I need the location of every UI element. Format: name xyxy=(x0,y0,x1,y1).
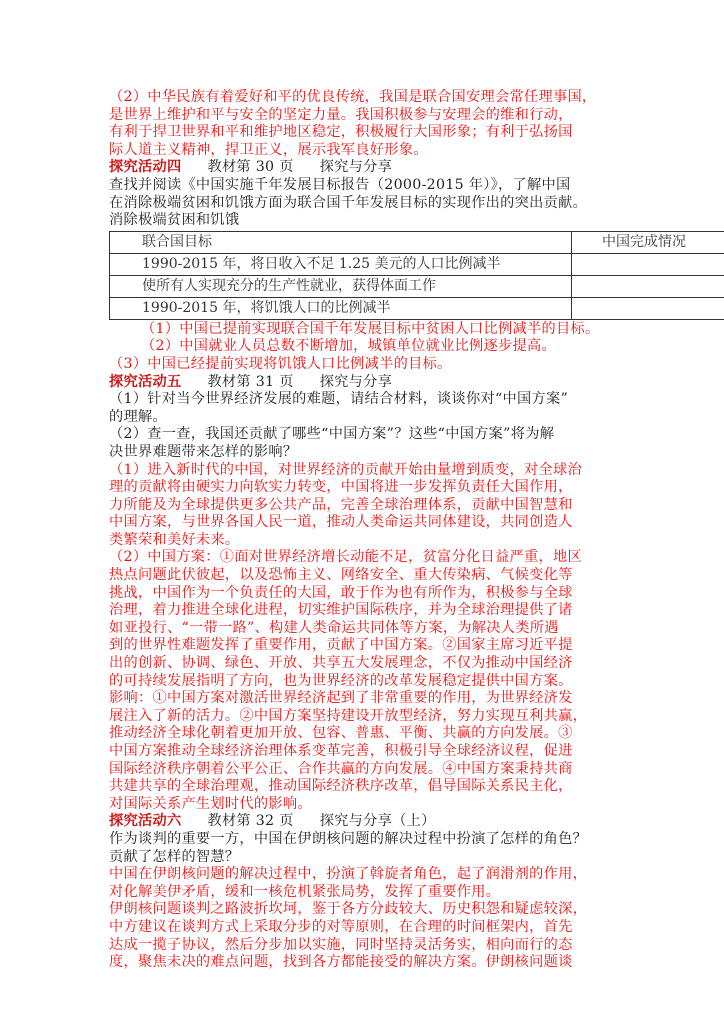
document-page xyxy=(109,89,686,972)
answer-line: 国际经济秩序朝着公平公正、合作共赢的方向发展。④中国方案秉持共商 xyxy=(109,760,573,777)
activity-type: 探究与分享 xyxy=(319,373,393,390)
answer-line: 际人道主义精神，捍卫正义，展示我军良好形象。 xyxy=(109,141,428,158)
question-line: 贡献了怎样的智慧？ xyxy=(109,848,240,865)
activity-heading xyxy=(109,374,669,392)
question-line: （1）针对当今世界经济发展的难题，请结合材料，谈谈你对“中国方案” xyxy=(109,391,569,408)
activity-type: 探究与分享（上） xyxy=(319,813,436,830)
activity-5 xyxy=(109,374,669,814)
answer-line: （3）中国已经提前实现将饥饿人口比例减半的目标。 xyxy=(109,355,452,372)
table-caption: 消除极端贫困和饥饿 xyxy=(109,212,240,229)
table-cell xyxy=(572,297,724,319)
answer-line: 出的创新、协调、绿色、开放、共享五大发展理念，不仅为推动中国经济 xyxy=(109,655,573,672)
activity-heading xyxy=(109,813,669,831)
table-cell: 1990-2015 年，将日收入不足 1.25 美元的人口比例减半 xyxy=(110,253,572,275)
table-header-row xyxy=(110,231,724,253)
answer-line: 达成一揽子协议，然后分步加以实施，同时坚持灵活务实，相向而行的态 xyxy=(109,936,573,953)
answer-line: 对国际关系产生划时代的影响。 xyxy=(109,795,312,812)
answer-line: 伊朗核问题谈判之路波折坎坷，鉴于各方分歧较大、历史积怨和疑虑较深， xyxy=(109,901,588,918)
answer-line: 力所能及为全球提供更多公共产品，完善全球治理体系，贡献中国智慧和 xyxy=(109,496,573,513)
activity-type: 探究与分享 xyxy=(319,159,393,176)
answer-line: 理的贡献将由硬实力向软实力转变，中国将进一步发挥负责任大国作用， xyxy=(109,479,573,496)
answer-line: 中国在伊朗核问题的解决过程中，扮演了斡旋者角色，起了润滑剂的作用， xyxy=(109,866,588,883)
table-cell xyxy=(572,253,724,275)
question-line: 在消除极端贫困和饥饿方面为联合国千年发展目标的实现作出的突出贡献。 xyxy=(109,194,588,211)
activity-heading xyxy=(109,159,669,177)
table-row xyxy=(110,275,724,297)
answer-line: 有利于捍卫世界和平和维护地区稳定，积极履行大国形象；有利于弘扬国 xyxy=(109,124,573,141)
page-reference: 教材第 30 页 xyxy=(207,159,294,176)
table-cell: 1990-2015 年，将饥饿人口的比例减半 xyxy=(110,297,572,319)
answer-line: （1）中国已提前实现联合国千年发展目标中贫困人口比例减半的目标。 xyxy=(141,320,600,337)
answer-line: 共建共享的全球治理观，推动国际经济秩序改革，倡导国际关系民主化， xyxy=(109,778,573,795)
answer-line: 度，聚焦未决的难点问题，找到各方都能接受的解决方案。伊朗核问题谈 xyxy=(109,954,573,971)
question-line: 查找并阅读《中国实施千年发展目标报告（2000-2015 年）》，了解中国 xyxy=(109,176,571,193)
question-line: （2）查一查，我国还贡献了哪些“中国方案”？这些“中国方案”将为解 xyxy=(109,426,555,443)
answer-line: 中国方案，与世界各国人民一道，推动人类命运共同体建设，共同创造人 xyxy=(109,514,573,531)
answer-line: 类繁荣和美好未来。 xyxy=(109,531,240,548)
table-row xyxy=(110,297,724,319)
table-row xyxy=(110,253,724,275)
answer-line: 对化解美伊矛盾，缓和一核危机紧张局势，发挥了重要作用。 xyxy=(109,883,501,900)
answer-line: 中方建议在谈判方式上采取分步的对等原则，在合理的时间框架内，首先 xyxy=(109,918,573,935)
answer-line: 展注入了新的活力。②中国方案坚持建设开放型经济，努力实现互利共赢， xyxy=(109,707,588,724)
table-cell xyxy=(572,275,724,297)
answer-line: （1）进入新时代的中国，对世界经济的贡献开始由量增到质变，对全球治 xyxy=(109,461,582,478)
activity-title: 探究活动五 xyxy=(109,373,182,390)
answer-line: 的可持续发展指明了方向，也为世界经济的改革发展稳定提供中国方案。 xyxy=(109,672,573,689)
answer-line: 推动经济全球化朝着更加开放、包容、普惠、平衡、共赢的方向发展。③ xyxy=(109,725,573,742)
answer-line: （2）中华民族有着爱好和平的优良传统，我国是联合国安理会常任理事国， xyxy=(109,89,597,105)
activity-4 xyxy=(109,159,686,373)
answer-line: 如亚投行、“一带一路”、构建人类命运共同体等方案，为解决人类所遇 xyxy=(109,619,559,636)
activity-title: 探究活动四 xyxy=(109,159,182,176)
table-cell: 使所有人实现充分的生产性就业，获得体面工作 xyxy=(110,275,572,297)
previous-answer-block xyxy=(109,89,669,159)
activity-title: 探究活动六 xyxy=(109,813,182,830)
answer-line: （2）中国就业人员总数不断增加，城镇单位就业比例逐步提高。 xyxy=(141,338,556,355)
page-reference: 教材第 32 页 xyxy=(207,813,294,830)
answer-line: （2）中国方案：①面对世界经济增长动能不足，贫富分化日益严重，地区 xyxy=(109,549,582,566)
question-line: 作为谈判的重要一方，中国在伊朗核问题的解决过程中扮演了怎样的角色？ xyxy=(109,830,588,847)
question-line: 决世界难题带来怎样的影响？ xyxy=(109,443,298,460)
question-line: 的理解。 xyxy=(109,408,167,425)
table-header-cell: 联合国目标 xyxy=(110,231,572,253)
answer-line: 治理，着力推进全球化进程，切实维护国际秩序，并为全球治理提供了诸 xyxy=(109,602,573,619)
answer-line: 中国方案推动全球经济治理体系变革完善，积极引导全球经济议程，促进 xyxy=(109,743,573,759)
answer-line: 挑战，中国作为一个负责任的大国，敢于作为也有所作为，积极参与全球 xyxy=(109,584,573,601)
answer-line: 是世界上维护和平与安全的坚定力量。我国积极参与安理会的维和行动， xyxy=(109,106,573,123)
answer-line: 到的世界性难题发挥了重要作用，贡献了中国方案。②国家主席习近平提 xyxy=(109,637,573,654)
page-reference: 教材第 31 页 xyxy=(207,373,294,390)
table-header-cell: 中国完成情况 xyxy=(572,231,724,253)
activity-6 xyxy=(109,813,669,971)
answer-line: 热点问题此伏彼起，以及恐怖主义、网络安全、重大传染病、气候变化等 xyxy=(109,567,573,584)
goals-table xyxy=(109,231,724,320)
answer-line: 影响：①中国方案对激活世界经济起到了非常重要的作用，为世界经济发 xyxy=(109,690,573,707)
